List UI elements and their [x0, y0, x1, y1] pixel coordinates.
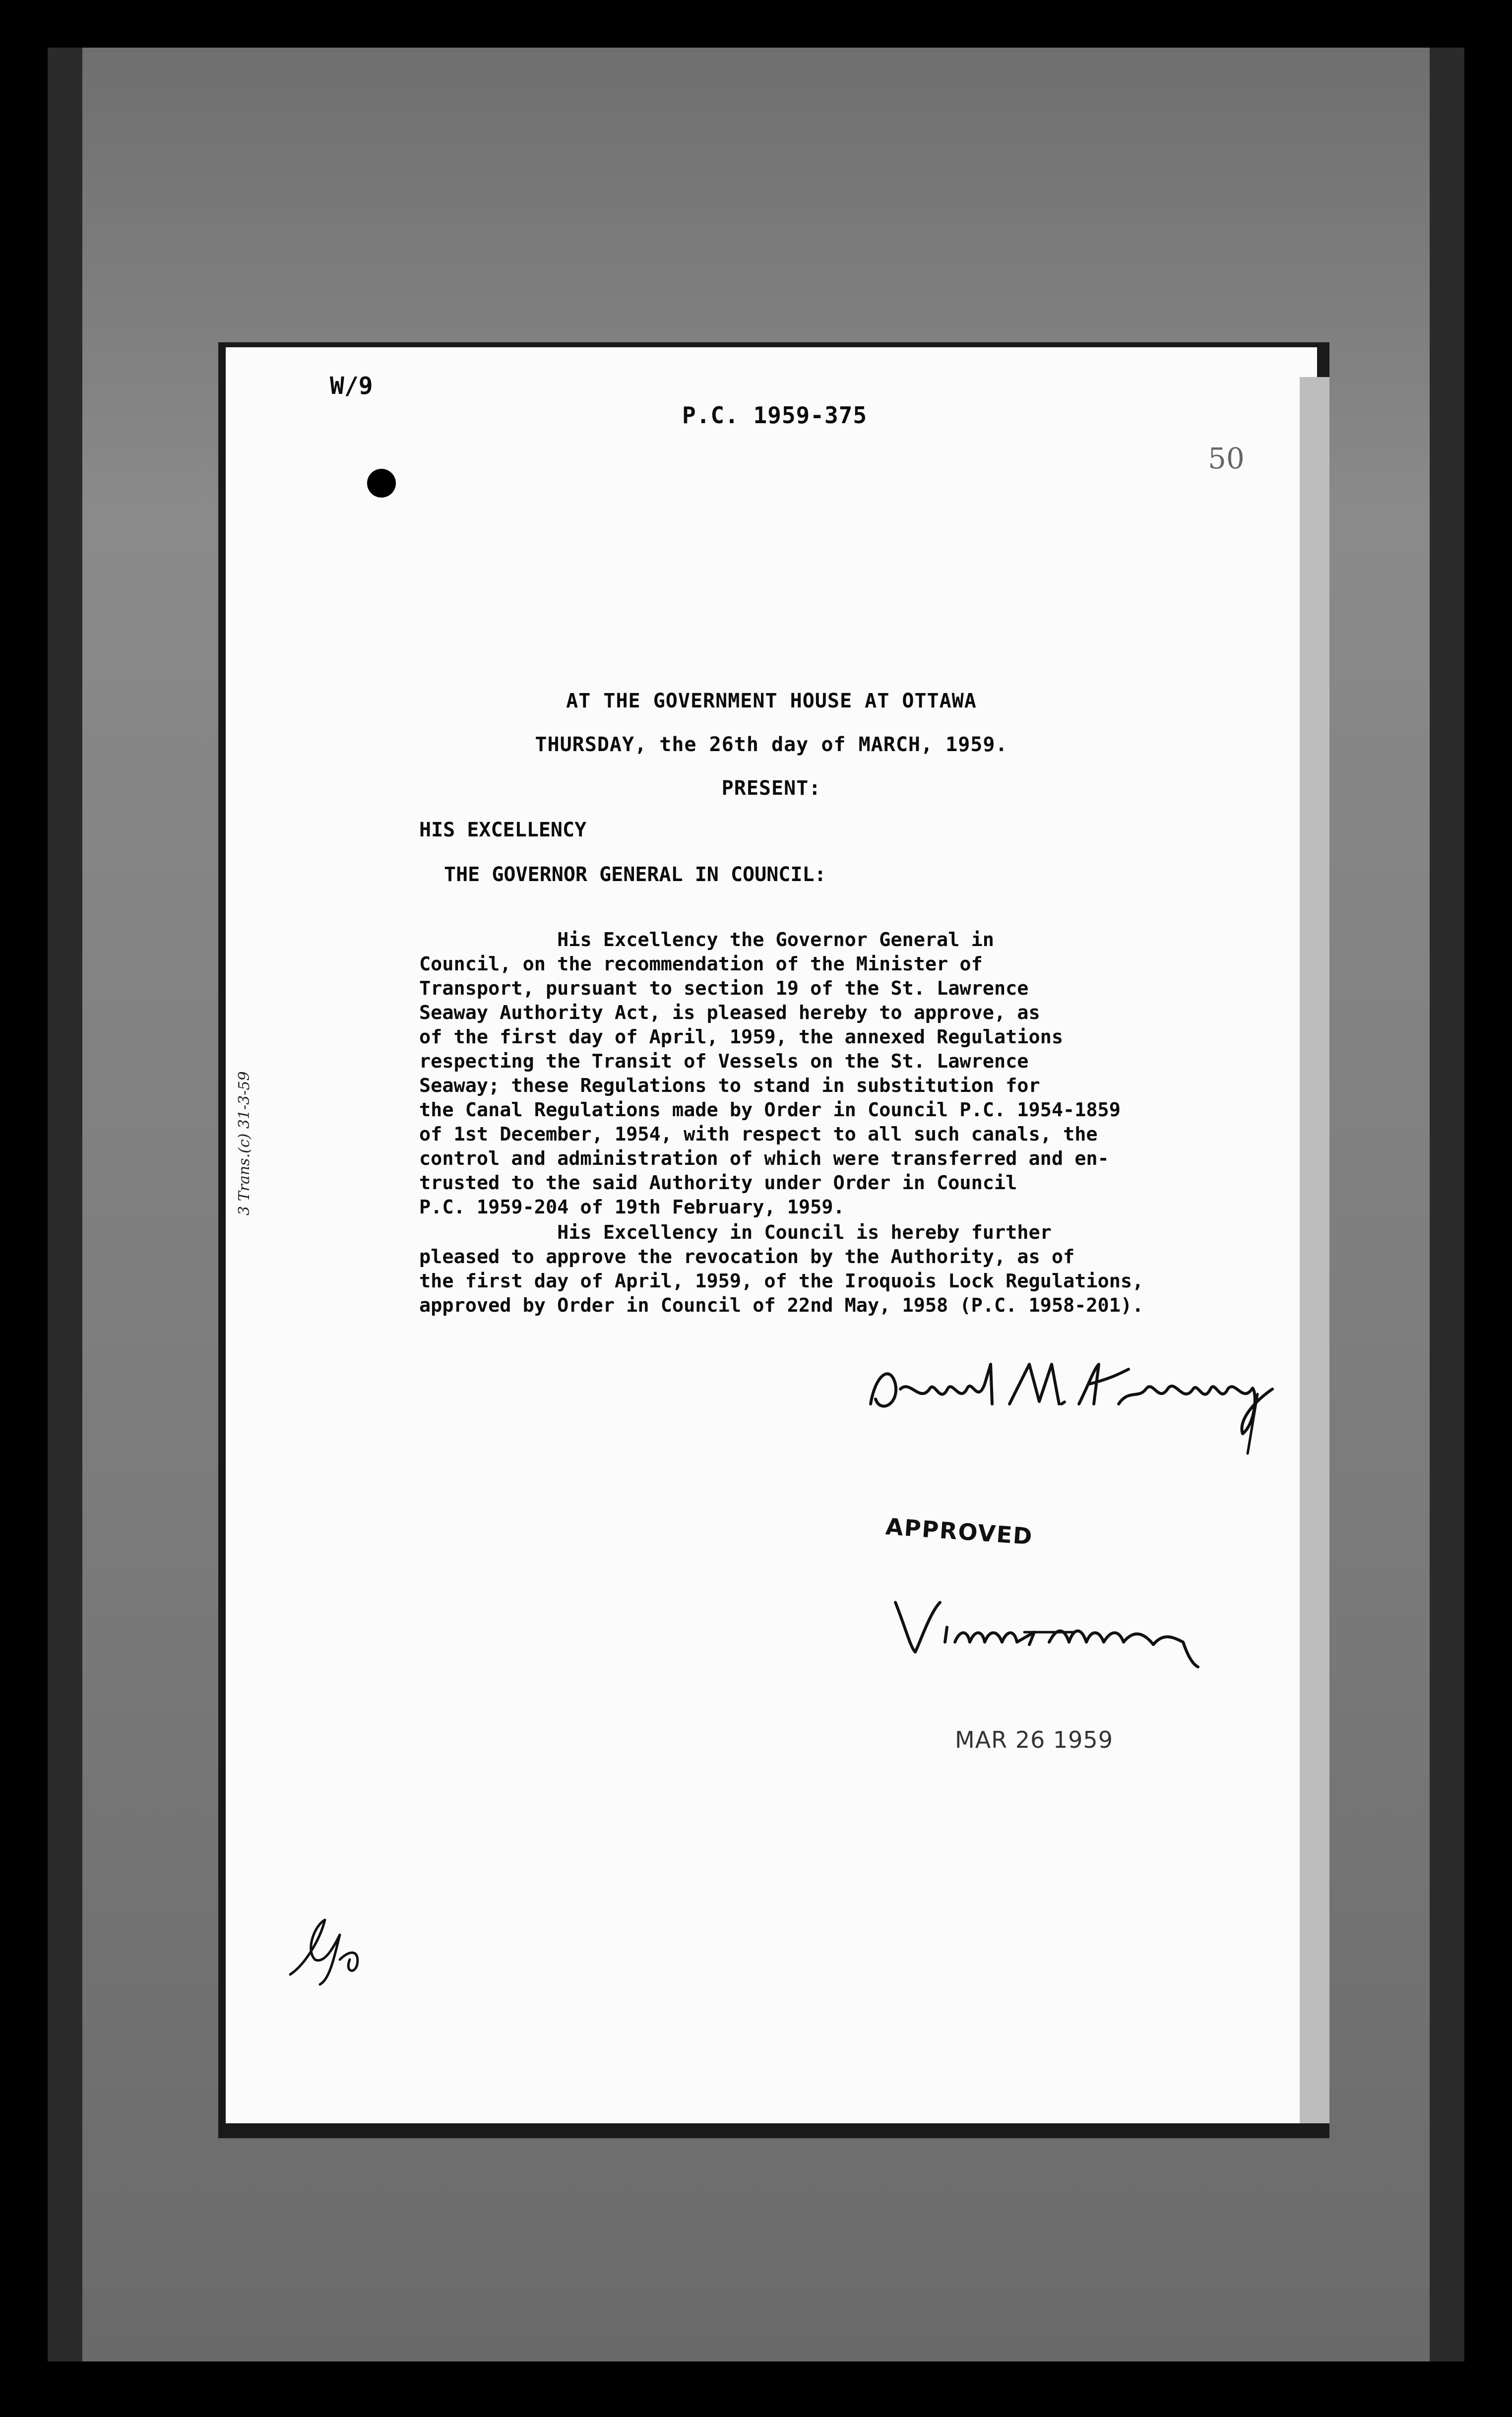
date-stamp: MAR 26 1959	[955, 1726, 1113, 1753]
document-page	[226, 347, 1317, 2123]
addressee-excellency: HIS EXCELLENCY	[419, 819, 587, 841]
approved-label: APPROVED	[884, 1513, 1034, 1550]
file-code: W/9	[330, 372, 373, 400]
page-number: 50	[1208, 442, 1245, 475]
order-paragraph-1: His Excellency the Governor General in Council, on the recommendation of the Minister of Transport, pursuant to section 19 of the St. Lawrence Seaway Authority Act, is pleased hereby to approve, as of the first day of April, 1959, the annexed Regulations respecting the Transit of Vessels on the St. Lawrence Seaway; these Regulations to stand in substitution for the Canal Regulations made by Order in Council P.C. 1954-1859 of 1st December, 1954, with respect to all such canals, the control and administration of which were transferred and en- trusted to the said Authority under Order in Council P.C. 1959-204 of 19th February, 1959.	[419, 929, 1121, 1218]
order-number: P.C. 1959-375	[682, 402, 868, 429]
present-label: PRESENT:	[721, 777, 821, 800]
addressee-council: THE GOVERNOR GENERAL IN COUNCIL:	[444, 863, 826, 886]
film-edge-left	[48, 48, 82, 2361]
film-edge-right	[1430, 48, 1464, 2361]
fleming-signature-icon	[861, 1330, 1307, 1459]
order-paragraph-2: His Excellency in Council is hereby further pleased to approve the revocation by the Authority, as of the first day of April, 1959, of the Iroquois Lock Regulations, approved by Order in Council of 22nd May, 1958 (P.C. 1958-201).	[419, 1221, 1144, 1317]
date-line: THURSDAY, the 26th day of MARCH, 1959.	[535, 733, 1008, 756]
page-edge-shadow	[1300, 377, 1329, 2123]
place-heading: AT THE GOVERNMENT HOUSE AT OTTAWA	[566, 690, 977, 712]
initials-mark-icon	[275, 1905, 375, 1994]
massey-signature-icon	[885, 1583, 1233, 1672]
punch-hole-icon	[367, 469, 396, 498]
margin-note: 3 Trans.(c) 31-3-59	[236, 1071, 253, 1215]
